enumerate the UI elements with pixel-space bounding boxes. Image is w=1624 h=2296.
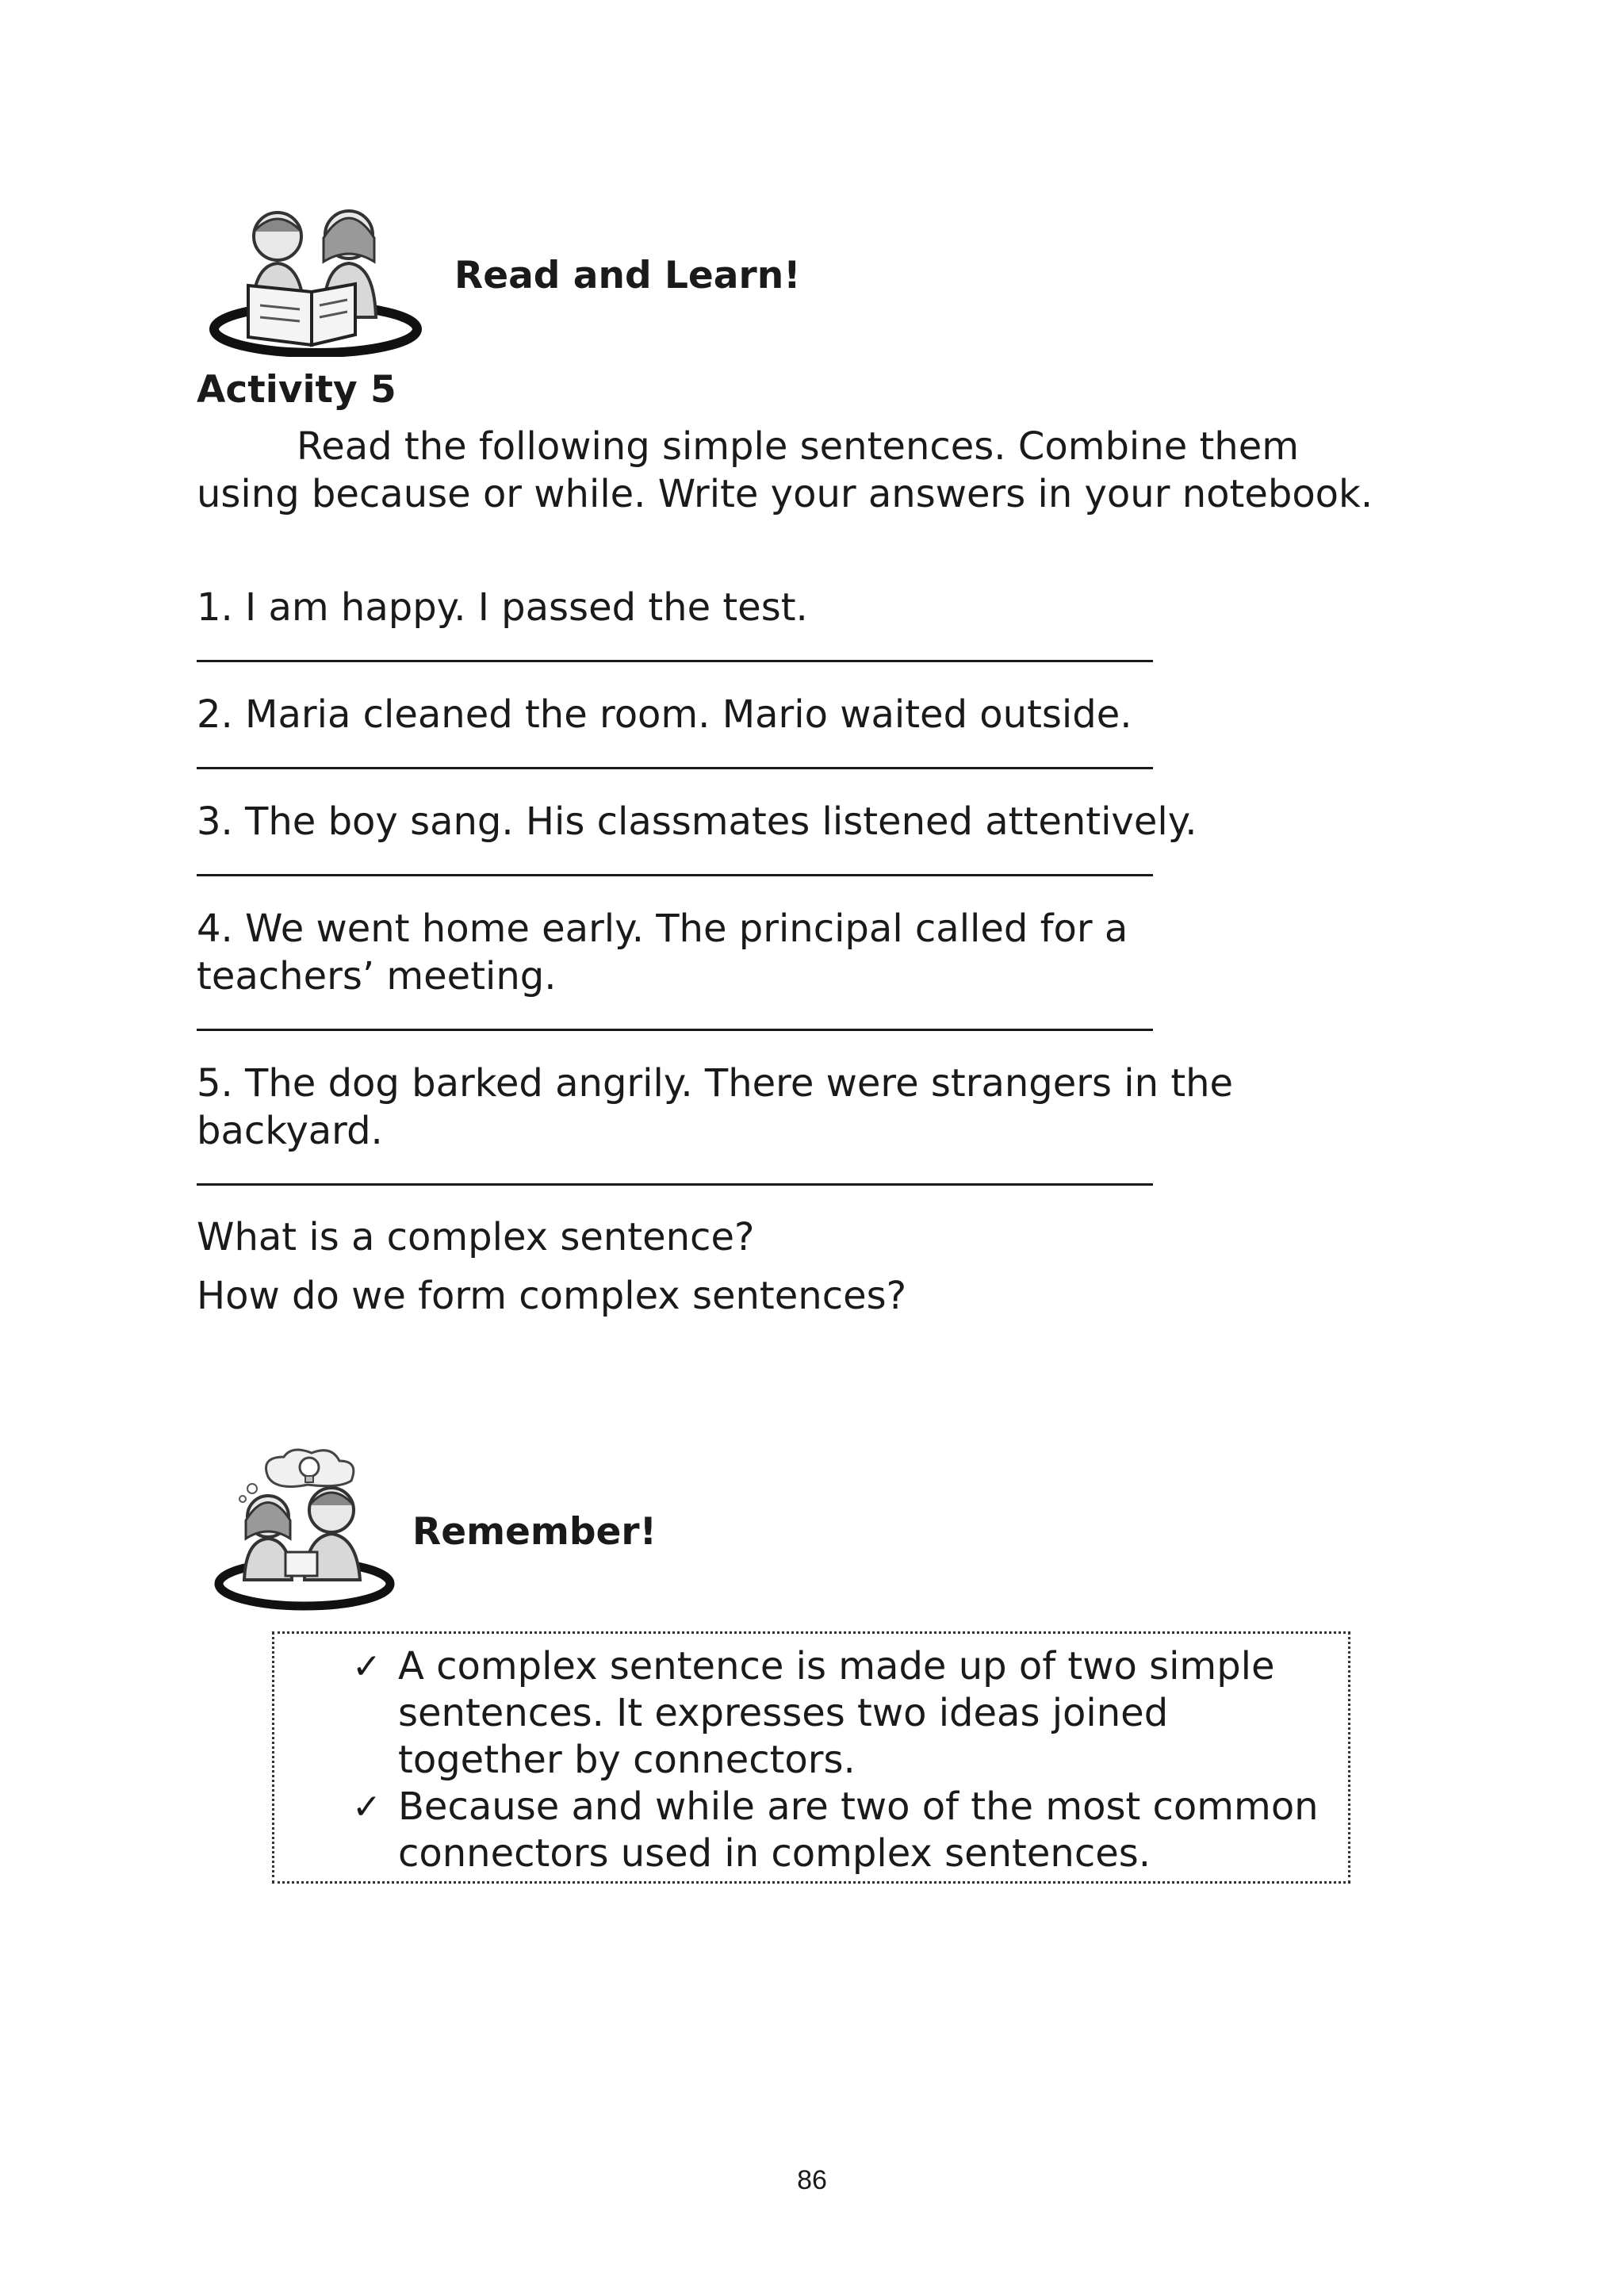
question-item: What is a complex sentence? bbox=[197, 1215, 755, 1259]
activity-item: 4. We went home early. The principal called for a teachers’ meeting. bbox=[197, 907, 1128, 999]
activity-item: 5. The dog barked angrily. There were strangers in the backyard. bbox=[197, 1061, 1234, 1153]
answer-line bbox=[197, 660, 1153, 662]
remember-box bbox=[272, 1631, 1350, 1884]
page-number: 86 bbox=[797, 2165, 827, 2195]
remember-point-text: Because and while are two of the most common connectors used in complex sentences. bbox=[398, 1784, 1319, 1876]
remember-point-text: A complex sentence is made up of two simple sentences. It expresses two ideas joined together by connectors. bbox=[398, 1644, 1275, 1782]
checkmark-icon: ✓ bbox=[352, 1646, 381, 1687]
activity-item: 2. Maria cleaned the room. Mario waited outside. bbox=[197, 692, 1132, 737]
question-item: How do we form complex sentences? bbox=[197, 1274, 907, 1318]
remember-heading: Remember! bbox=[412, 1510, 657, 1554]
reflection-questions bbox=[197, 1208, 1418, 1325]
answer-line bbox=[197, 1029, 1153, 1031]
activity-item: 3. The boy sang. His classmates listened attentively. bbox=[197, 799, 1197, 844]
activity-instructions: Read the following simple sentences. Combine them using because or while. Write your answers in your notebook. bbox=[197, 424, 1373, 516]
remember-point bbox=[352, 1784, 1327, 1877]
activity-item-list bbox=[197, 584, 1418, 1214]
children-reading-book-icon bbox=[205, 198, 427, 357]
children-thinking-lightbulb-icon bbox=[213, 1445, 396, 1612]
answer-line bbox=[197, 874, 1153, 876]
checkmark-icon: ✓ bbox=[352, 1787, 381, 1827]
answer-line bbox=[197, 1183, 1153, 1186]
activity-title: Activity 5 bbox=[197, 368, 396, 412]
answer-line bbox=[197, 767, 1153, 769]
remember-points bbox=[352, 1643, 1327, 1877]
read-and-learn-heading: Read and Learn! bbox=[454, 254, 801, 297]
activity-item: 1. I am happy. I passed the test. bbox=[197, 585, 808, 630]
remember-point bbox=[352, 1643, 1327, 1784]
